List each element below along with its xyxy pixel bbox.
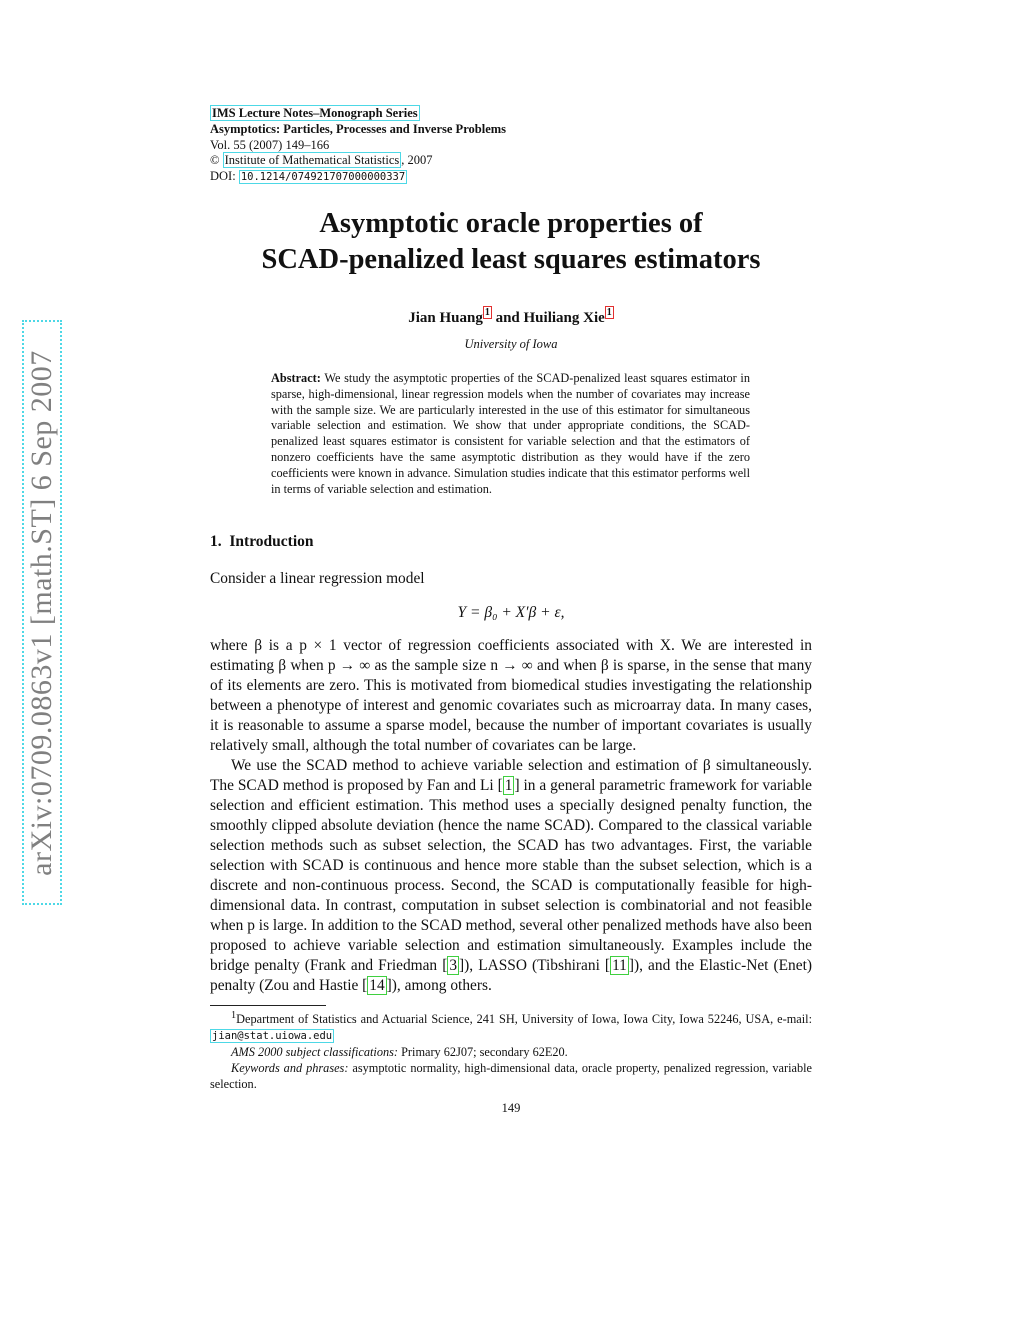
paragraph-2-text: ]), among others.	[386, 977, 492, 995]
affiliation: University of Iowa	[464, 336, 558, 351]
authors	[210, 306, 812, 327]
citation-link[interactable]: 14	[369, 977, 385, 995]
page-number: 149	[501, 1101, 521, 1116]
keywords-label: Keywords and phrases:	[231, 1060, 349, 1075]
copyright-line	[210, 153, 812, 169]
paragraph-2	[210, 756, 812, 996]
keywords	[210, 1061, 812, 1093]
institute-link[interactable]: Institute of Mathematical Statistics	[224, 153, 400, 168]
footnote-link-author-2[interactable]: 1	[606, 306, 612, 318]
header-block	[210, 106, 812, 186]
ams-classification	[210, 1045, 812, 1061]
section-heading: 1. Introduction	[210, 533, 314, 551]
keywords-text: asymptotic normality, high-dimensional data, oracle property, penalized regression, variable selection.	[210, 1060, 812, 1091]
volume-info: Vol. 55 (2007) 149–166	[210, 137, 330, 152]
citation-link[interactable]: 3	[449, 957, 458, 975]
doi-label: DOI:	[210, 169, 239, 184]
copyright-year: , 2007	[401, 153, 433, 168]
footnote-1-mark: 1	[231, 1010, 237, 1022]
paper-title	[210, 206, 812, 278]
title-line-2: SCAD-penalized least squares estimators	[261, 243, 761, 275]
paragraph-1: where β is a p × 1 vector of regression coefficients associated with X. We are interested in estimating β when p → ∞ as the sample size n → ∞ and when β is sparse, in the sense that many of its elements are zero. This is motivated from biomedical studies investigating the relationship between a phenotype of interest and genomic covariates such as microarray data. In many cases, it is reasonable to assume a sparse model, because the number of important covariates is usually relatively small, although the total number of covariates can be large.	[210, 637, 812, 755]
intro-sentence: Consider a linear regression model	[210, 570, 425, 588]
paragraph-2-text: ] in a general parametric framework for variable selection and efficient estimation. This method uses a specially designed penalty function, the smoothly clipped absolute deviation (hence the name SCAD). Compared to the classical variable selection methods such as subset selection, the SCAD has two advantages. First, the variable selection with SCAD is continuous and hence more stable than the subset selection, which is a discrete and non-continuous process. Second, the SCAD is computationally feasible for high-dimensional data. In contrast, computation in subset selection is combinatorial and not feasible when p is large. In addition to the SCAD method, several other penalized methods have also been proposed to achieve variable selection and estimation simultaneously. Examples include the bridge penalty (Frank and Friedman [	[210, 777, 812, 975]
authors-and: and	[491, 309, 524, 326]
footnote-1	[210, 1008, 812, 1045]
copyright-symbol: ©	[210, 153, 220, 168]
footnote-link-author-1[interactable]: 1	[484, 306, 490, 318]
arxiv-stamp-text: arXiv:0709.0863v1 [math.ST] 6 Sep 2007	[25, 349, 58, 876]
ams-text: Primary 62J07; secondary 62E20.	[398, 1045, 568, 1060]
doi-link[interactable]: 10.1214/074921707000000337	[240, 171, 406, 184]
volume-title: Asymptotics: Particles, Processes and Inverse Problems	[210, 121, 507, 136]
paper-page	[210, 106, 812, 1116]
ams-label: AMS 2000 subject classifications:	[231, 1045, 399, 1060]
author-1: Jian Huang	[408, 309, 483, 326]
abstract-label: Abstract:	[271, 370, 321, 385]
citation-link[interactable]: 11	[612, 957, 627, 975]
paragraph-2-text: ]), LASSO (Tibshirani [	[459, 957, 611, 975]
paragraph-2-text: We use the SCAD method to achieve variable selection and estimation of β simultaneously. The SCAD method is proposed by Fan and Li [	[210, 757, 812, 795]
email-link[interactable]: jian@stat.uiowa.edu	[212, 1030, 333, 1043]
footnotes	[210, 1008, 812, 1092]
doi-line	[210, 169, 812, 186]
paragraph-2-text: ]), and the Elastic-Net (Enet) penalty (Zou and Hastie [	[210, 957, 812, 995]
title-line-1: Asymptotic oracle properties of	[319, 207, 703, 239]
footnote-1-text: Department of Statistics and Actuarial Science, 241 SH, University of Iowa, Iowa City, Iowa 52246, USA, e-mail:	[236, 1012, 812, 1027]
citation-link[interactable]: 1	[504, 777, 513, 795]
footnote-divider	[210, 1005, 326, 1006]
abstract-text: We study the asymptotic properties of the SCAD-penalized least squares estimator in sparse, high-dimensional, linear regression models when the number of covariates may increase with the sample size. We are particularly interested in the use of this estimator for simultaneous variable selection and estimation. We show that under appropriate conditions, the SCAD-penalized least squares estimator is consistent for variable selection and that the estimators of nonzero coefficients have the same asymptotic distribution as they would have if the zero coefficients were known in advance. Simulation studies indicate that this estimator performs well in terms of variable selection and estimation.	[271, 370, 750, 496]
regression-equation: Y = β₀ + X′β + ε,	[457, 604, 565, 622]
abstract	[271, 371, 750, 497]
arxiv-stamp[interactable]	[22, 320, 62, 905]
series-link[interactable]: IMS Lecture Notes–Monograph Series	[212, 106, 418, 120]
author-2: Huiliang Xie	[523, 309, 605, 326]
